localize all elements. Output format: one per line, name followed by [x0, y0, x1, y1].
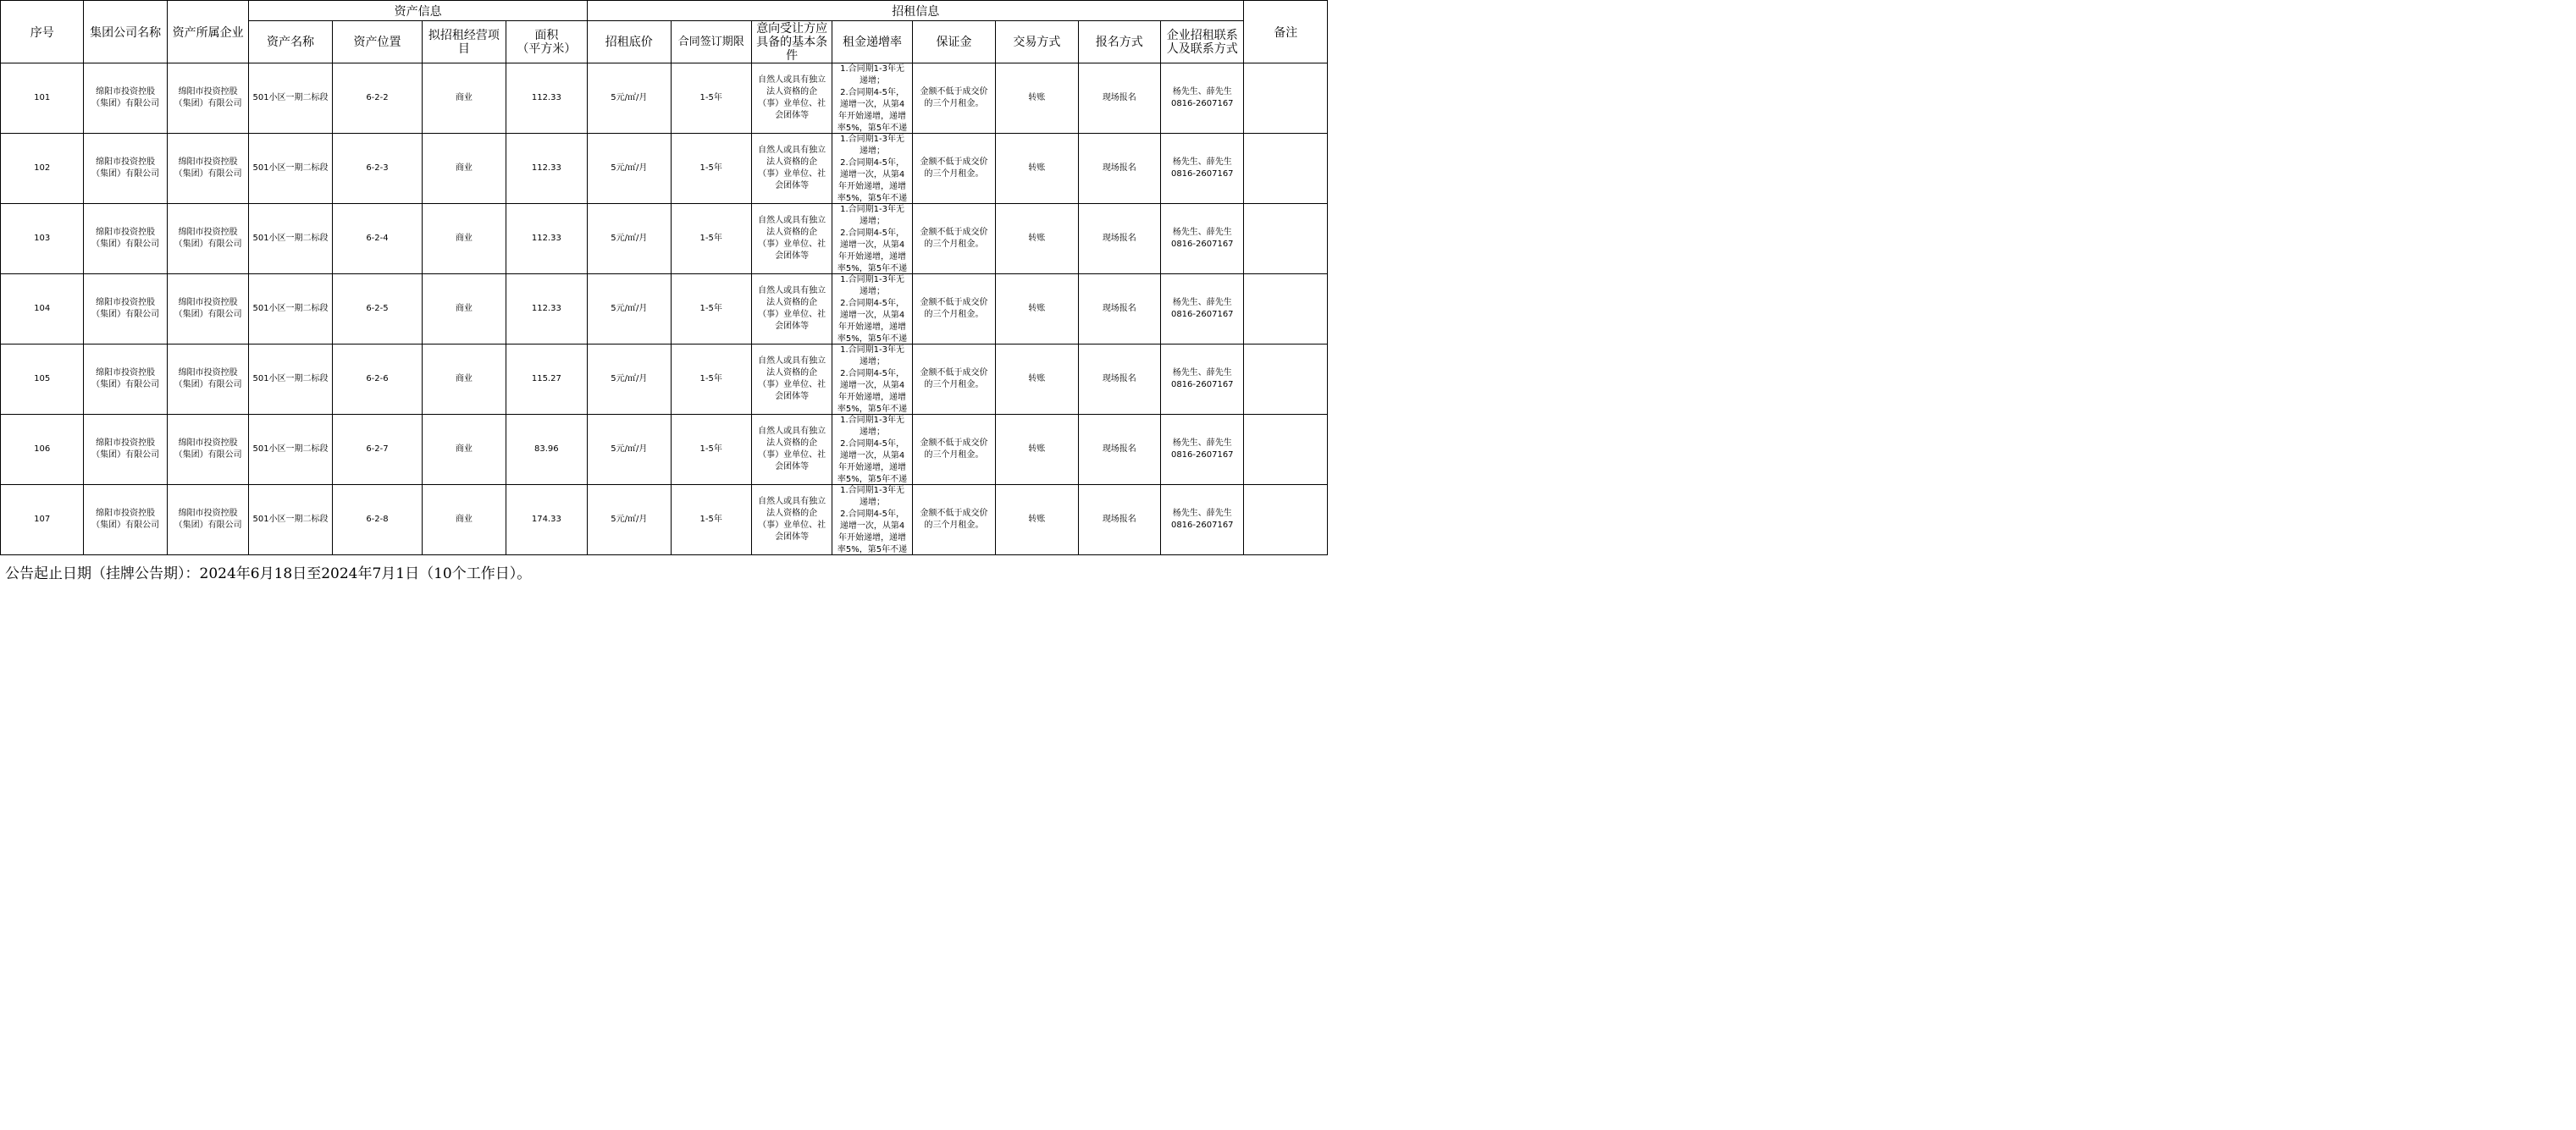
- cell-group-company: 绵阳市投资控股 （集团）有限公司: [84, 415, 167, 485]
- cell-term: 1-5年: [671, 485, 751, 555]
- cell-business: 商业: [423, 204, 506, 274]
- increase-text: 1.合同期1-3年无 递增； 2.合同期4-5年， 递增一次，从第4 年开始递增，递增 率5%，第5年不递: [837, 275, 908, 344]
- cell-remark: [1244, 415, 1328, 485]
- cell-transaction: 转账: [996, 485, 1078, 555]
- cell-asset-company: 绵阳市投资控股 （集团）有限公司: [167, 415, 248, 485]
- cell-remark: [1244, 485, 1328, 555]
- cell-contact: 杨先生、薛先生 0816-2607167: [1161, 204, 1244, 274]
- cell-business: 商业: [423, 415, 506, 485]
- cell-remark: [1244, 204, 1328, 274]
- cell-business: 商业: [423, 274, 506, 345]
- cell-base-price: 5元/㎡/月: [588, 274, 671, 345]
- cell-asset-name: 501小区一期二标段: [249, 63, 332, 134]
- cell-seq: 104: [1, 274, 84, 345]
- cell-contact: 杨先生、薛先生 0816-2607167: [1161, 345, 1244, 415]
- cell-increase: [832, 204, 912, 274]
- cell-conditions: 自然人或具有独立 法人资格的企 （事）业单位、社 会团体等: [751, 274, 832, 345]
- cell-contact: 杨先生、薛先生 0816-2607167: [1161, 274, 1244, 345]
- cell-area: 112.33: [506, 274, 587, 345]
- cell-location: 6-2-4: [332, 204, 422, 274]
- cell-term: 1-5年: [671, 345, 751, 415]
- cell-term: 1-5年: [671, 274, 751, 345]
- table-row: [1, 485, 1328, 555]
- cell-transaction: 转账: [996, 274, 1078, 345]
- cell-location: 6-2-6: [332, 345, 422, 415]
- cell-deposit: 金额不低于成交价 的三个月租金。: [912, 274, 995, 345]
- cell-area: 83.96: [506, 415, 587, 485]
- cell-transaction: 转账: [996, 204, 1078, 274]
- cell-area: 174.33: [506, 485, 587, 555]
- header-term: 合同签订期限: [671, 21, 751, 63]
- cell-transaction: 转账: [996, 134, 1078, 204]
- cell-asset-name: 501小区一期二标段: [249, 134, 332, 204]
- header-contact: 企业招租联系人及联系方式: [1161, 21, 1244, 63]
- cell-remark: [1244, 345, 1328, 415]
- header-asset-company: 资产所属企业: [167, 1, 248, 63]
- cell-conditions: 自然人或具有独立 法人资格的企 （事）业单位、社 会团体等: [751, 485, 832, 555]
- cell-deposit: 金额不低于成交价 的三个月租金。: [912, 485, 995, 555]
- cell-business: 商业: [423, 63, 506, 134]
- table-row: [1, 134, 1328, 204]
- cell-contact: 杨先生、薛先生 0816-2607167: [1161, 63, 1244, 134]
- cell-asset-company: 绵阳市投资控股 （集团）有限公司: [167, 345, 248, 415]
- cell-seq: 102: [1, 134, 84, 204]
- cell-base-price: 5元/㎡/月: [588, 134, 671, 204]
- cell-transaction: 转账: [996, 415, 1078, 485]
- cell-increase: [832, 345, 912, 415]
- cell-remark: [1244, 134, 1328, 204]
- cell-signup: 现场报名: [1078, 415, 1160, 485]
- notice-period: 公告起止日期（挂牌公告期）：2024年6月18日至2024年7月1日（10个工作日）。: [5, 565, 532, 582]
- cell-seq: 105: [1, 345, 84, 415]
- cell-increase: [832, 485, 912, 555]
- cell-term: 1-5年: [671, 63, 751, 134]
- header-conditions: 意向受让方应具备的基本条件: [751, 21, 832, 63]
- cell-increase: [832, 63, 912, 134]
- cell-base-price: 5元/㎡/月: [588, 204, 671, 274]
- cell-asset-company: 绵阳市投资控股 （集团）有限公司: [167, 134, 248, 204]
- increase-text: 1.合同期1-3年无 递增； 2.合同期4-5年， 递增一次，从第4 年开始递增，递增 率5%，第5年不递: [837, 64, 908, 133]
- cell-asset-name: 501小区一期二标段: [249, 345, 332, 415]
- cell-location: 6-2-2: [332, 63, 422, 134]
- cell-area: 112.33: [506, 63, 587, 134]
- header-business: 拟招租经营项目: [423, 21, 506, 63]
- cell-asset-name: 501小区一期二标段: [249, 415, 332, 485]
- cell-base-price: 5元/㎡/月: [588, 485, 671, 555]
- cell-base-price: 5元/㎡/月: [588, 63, 671, 134]
- table-row: [1, 345, 1328, 415]
- cell-signup: 现场报名: [1078, 345, 1160, 415]
- cell-increase: [832, 134, 912, 204]
- cell-term: 1-5年: [671, 415, 751, 485]
- cell-increase: [832, 415, 912, 485]
- cell-group-company: 绵阳市投资控股 （集团）有限公司: [84, 485, 167, 555]
- cell-group-company: 绵阳市投资控股 （集团）有限公司: [84, 345, 167, 415]
- cell-conditions: 自然人或具有独立 法人资格的企 （事）业单位、社 会团体等: [751, 345, 832, 415]
- cell-contact: 杨先生、薛先生 0816-2607167: [1161, 485, 1244, 555]
- cell-base-price: 5元/㎡/月: [588, 345, 671, 415]
- cell-conditions: 自然人或具有独立 法人资格的企 （事）业单位、社 会团体等: [751, 204, 832, 274]
- cell-conditions: 自然人或具有独立 法人资格的企 （事）业单位、社 会团体等: [751, 415, 832, 485]
- table-header: [1, 1, 1328, 63]
- cell-deposit: 金额不低于成交价 的三个月租金。: [912, 415, 995, 485]
- cell-seq: 106: [1, 415, 84, 485]
- cell-asset-name: 501小区一期二标段: [249, 485, 332, 555]
- cell-group-company: 绵阳市投资控股 （集团）有限公司: [84, 134, 167, 204]
- cell-asset-company: 绵阳市投资控股 （集团）有限公司: [167, 63, 248, 134]
- cell-asset-name: 501小区一期二标段: [249, 274, 332, 345]
- cell-area: 115.27: [506, 345, 587, 415]
- table-row: [1, 204, 1328, 274]
- cell-business: 商业: [423, 345, 506, 415]
- cell-contact: 杨先生、薛先生 0816-2607167: [1161, 415, 1244, 485]
- cell-increase: [832, 274, 912, 345]
- cell-signup: 现场报名: [1078, 485, 1160, 555]
- cell-asset-company: 绵阳市投资控股 （集团）有限公司: [167, 274, 248, 345]
- increase-text: 1.合同期1-3年无 递增； 2.合同期4-5年， 递增一次，从第4 年开始递增，递增 率5%，第5年不递: [837, 345, 908, 414]
- cell-group-company: 绵阳市投资控股 （集团）有限公司: [84, 63, 167, 134]
- table-row: [1, 63, 1328, 134]
- cell-location: 6-2-3: [332, 134, 422, 204]
- header-asset-name: 资产名称: [249, 21, 332, 63]
- header-seq: 序号: [1, 1, 84, 63]
- cell-remark: [1244, 274, 1328, 345]
- cell-conditions: 自然人或具有独立 法人资格的企 （事）业单位、社 会团体等: [751, 134, 832, 204]
- cell-seq: 107: [1, 485, 84, 555]
- cell-signup: 现场报名: [1078, 204, 1160, 274]
- cell-deposit: 金额不低于成交价 的三个月租金。: [912, 134, 995, 204]
- table-row: [1, 274, 1328, 345]
- cell-deposit: 金额不低于成交价 的三个月租金。: [912, 345, 995, 415]
- table-row: [1, 415, 1328, 485]
- cell-term: 1-5年: [671, 204, 751, 274]
- cell-signup: 现场报名: [1078, 134, 1160, 204]
- increase-text: 1.合同期1-3年无 递增； 2.合同期4-5年， 递增一次，从第4 年开始递增，递增 率5%，第5年不递: [837, 416, 908, 484]
- header-area: 面积 （平方米）: [506, 21, 587, 63]
- header-group-asset-info: 资产信息: [249, 1, 588, 21]
- increase-text: 1.合同期1-3年无 递增； 2.合同期4-5年， 递增一次，从第4 年开始递增，递增 率5%，第5年不递: [837, 135, 908, 203]
- header-deposit: 保证金: [912, 21, 995, 63]
- cell-term: 1-5年: [671, 134, 751, 204]
- header-base-price: 招租底价: [588, 21, 671, 63]
- cell-group-company: 绵阳市投资控股 （集团）有限公司: [84, 204, 167, 274]
- header-remark: 备注: [1244, 1, 1328, 63]
- cell-location: 6-2-7: [332, 415, 422, 485]
- cell-signup: 现场报名: [1078, 274, 1160, 345]
- cell-business: 商业: [423, 134, 506, 204]
- cell-asset-company: 绵阳市投资控股 （集团）有限公司: [167, 204, 248, 274]
- cell-contact: 杨先生、薛先生 0816-2607167: [1161, 134, 1244, 204]
- header-group-company: 集团公司名称: [84, 1, 167, 63]
- cell-asset-company: 绵阳市投资控股 （集团）有限公司: [167, 485, 248, 555]
- header-transaction: 交易方式: [996, 21, 1078, 63]
- cell-remark: [1244, 63, 1328, 134]
- table-body: [1, 63, 1328, 555]
- header-group-lease-info: 招租信息: [588, 1, 1244, 21]
- cell-area: 112.33: [506, 134, 587, 204]
- cell-asset-name: 501小区一期二标段: [249, 204, 332, 274]
- cell-location: 6-2-8: [332, 485, 422, 555]
- cell-seq: 103: [1, 204, 84, 274]
- cell-transaction: 转账: [996, 63, 1078, 134]
- cell-signup: 现场报名: [1078, 63, 1160, 134]
- cell-deposit: 金额不低于成交价 的三个月租金。: [912, 63, 995, 134]
- cell-area: 112.33: [506, 204, 587, 274]
- header-increase: 租金递增率: [832, 21, 912, 63]
- lease-table: [0, 0, 1328, 555]
- cell-seq: 101: [1, 63, 84, 134]
- cell-base-price: 5元/㎡/月: [588, 415, 671, 485]
- header-signup: 报名方式: [1078, 21, 1160, 63]
- header-asset-location: 资产位置: [332, 21, 422, 63]
- cell-business: 商业: [423, 485, 506, 555]
- cell-deposit: 金额不低于成交价 的三个月租金。: [912, 204, 995, 274]
- increase-text: 1.合同期1-3年无 递增； 2.合同期4-5年， 递增一次，从第4 年开始递增，递增 率5%，第5年不递: [837, 486, 908, 554]
- cell-transaction: 转账: [996, 345, 1078, 415]
- cell-location: 6-2-5: [332, 274, 422, 345]
- cell-conditions: 自然人或具有独立 法人资格的企 （事）业单位、社 会团体等: [751, 63, 832, 134]
- cell-group-company: 绵阳市投资控股 （集团）有限公司: [84, 274, 167, 345]
- increase-text: 1.合同期1-3年无 递增； 2.合同期4-5年， 递增一次，从第4 年开始递增，递增 率5%，第5年不递: [837, 205, 908, 273]
